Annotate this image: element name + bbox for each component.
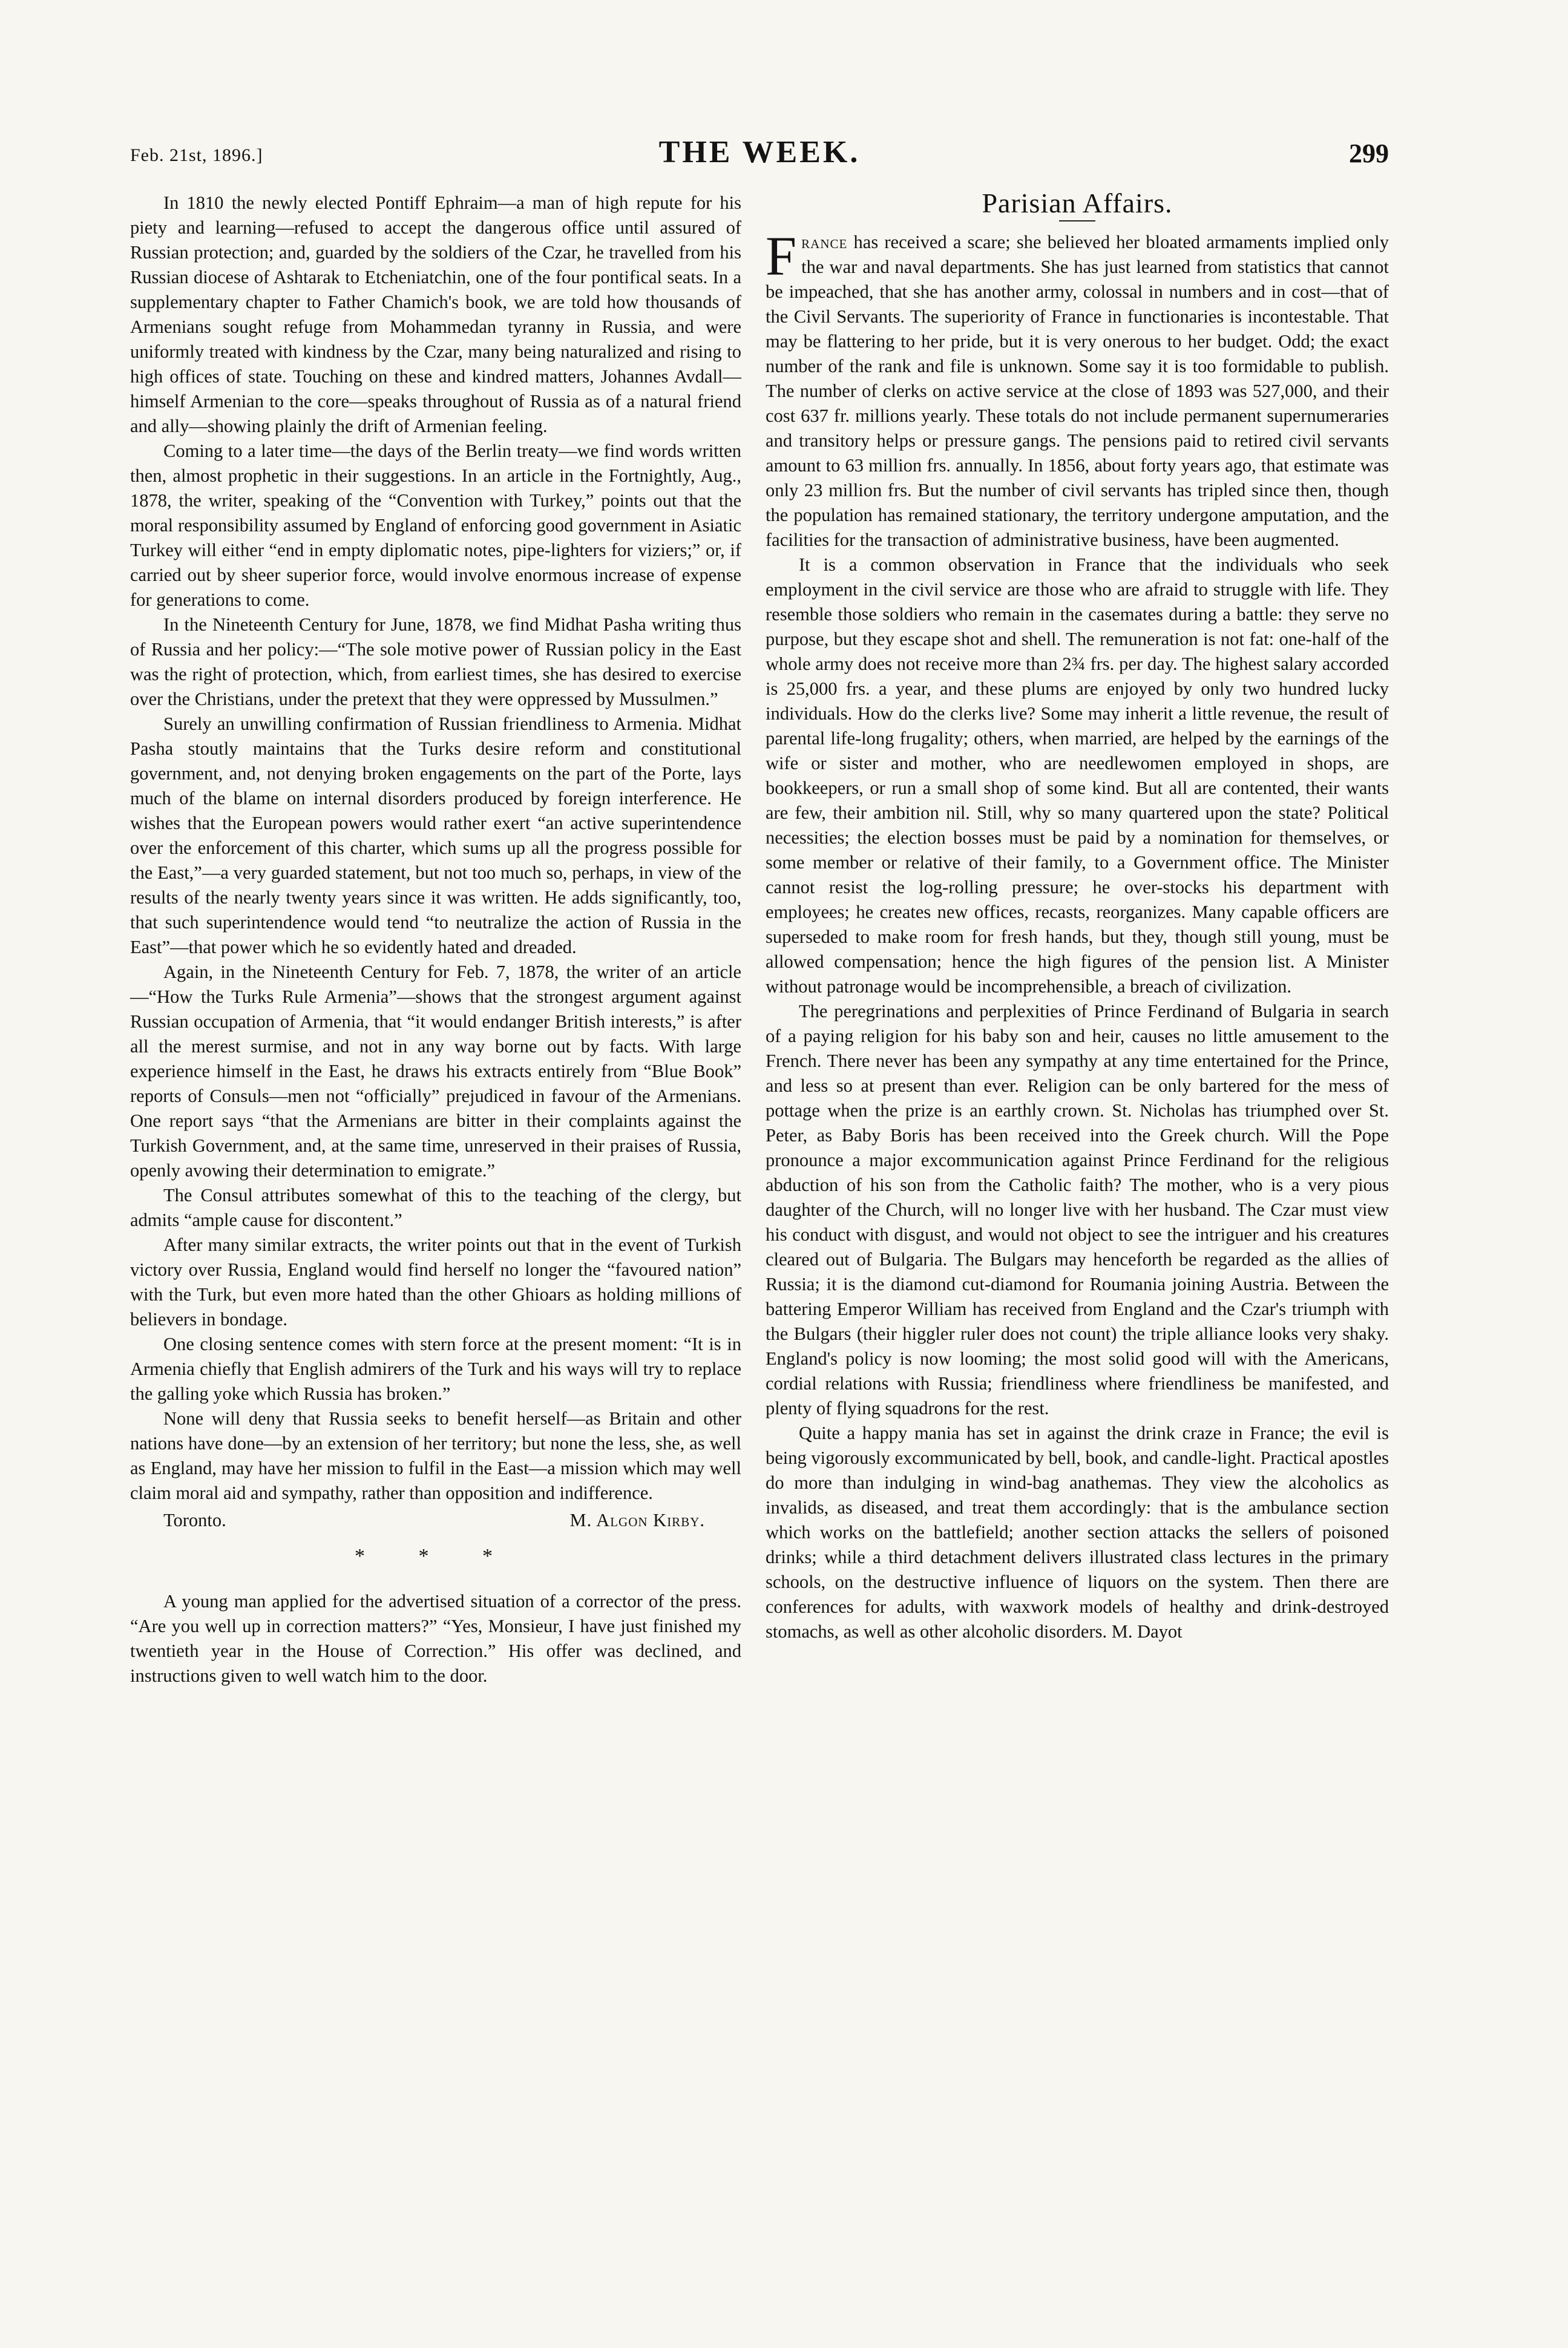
article-title: Parisian Affairs. [982, 188, 1173, 218]
first-paragraph-text: has received a scare; she believed her bloated armaments implied only the war and naval departments. She has just learned from statistics that cannot be impeached, that she has another army, colossal in numbers and in cost—that of the Civil Servants. The superiority of France in functionaries is incontestable. That may be flattering to her pride, but it is very onerous to her budget. Odd; the exact number of the rank and file is unknown. Some say it is too formidable to publish. The number of clerks on active service at the close of 1893 was 527,000, and their cost 637 fr. millions yearly. These totals do not include permanent supernumeraries and transitory helps or pressure gangs. The pensions paid to retired civil servants amount to 63 million frs. annually. In 1856, about forty years ago, that estimate was only 23 million frs. But the number of civil servants has tripled since then, though the population has remained stationary, the territory undergone amputation, and the facilities for the transaction of administrative business, have been augmented. [766, 232, 1389, 550]
paragraph: Coming to a later time—the days of the Berlin treaty—we find words written then, almost prophetic in their suggestions. In an article in the Fortnightly, Aug., 1878, the writer, speaking of the “Convention with Turkey,” points out that the moral responsibility assumed by England of enforcing good government in Asiatic Turkey will either “end in empty diplomatic notes, pipe-lighters for viziers;” or, if carried out by sheer superior force, would involve enormous increase of expense for generations to come. [130, 441, 741, 610]
drop-cap: F [766, 225, 797, 287]
paragraph: Surely an unwilling confirmation of Russian friendliness to Armenia. Midhat Pasha stoutly maintains that the Turks desire reform and constitutional government, and, not denying broken engagements on the part of the Porte, lays much of the blame on internal disorders produced by foreign interference. He wishes that the European powers would rather exert “an active superintendence over the enforcement of this charter, which sums up all the progress possible for the East,”—a very guarded statement, but not too much so, perhaps, in view of the results of the nearly twenty years since it was written. He adds significantly, too, that such superintendence would tend “to neutralize the action of Russia in the East”—that power which he so evidently hated and dreaded. [130, 713, 741, 957]
paragraph: Again, in the Nineteenth Century for Feb. 7, 1878, the writer of an article—“How the Turks Rule Armenia”—shows that the strongest argument against Russian occupation of Armenia, that “it would endanger British interests,” is after all the merest surmise, and not in any way borne out by facts. With large experience himself in the East, he draws his extracts entirely from “Blue Book” reports of Consuls—men not “officially” prejudiced in favour of the Armenians. One report says “that the Armenians are bitter in their complaints against the Turkish Government, and, at the same time, unreserved in their praises of Russia, openly avowing their determination to emigrate.” [130, 962, 741, 1181]
signature-author: M. Algon Kirby. [569, 1510, 705, 1530]
paragraph: Quite a happy mania has set in against the drink craze in France; the evil is being vigorously excommunicated by bell, book, and candle-light. Practical apostles do more than indulging in wind-bag anathemas. They view the alcoholics as invalids, as diseased, and treat them accordingly: that is the ambulance section which works on the battlefield; another section attacks the sellers of poisoned drinks; while a third detachment delivers illustrated class lectures in the primary schools, on the destructive influence of liquors on the system. Then there are conferences for adults, with waxwork models of healthy and drink-destroyed stomachs, as well as other alcoholic disorders. M. Dayot [766, 1423, 1389, 1642]
paragraph: In the Nineteenth Century for June, 1878, we find Midhat Pasha writing thus of Russia and her policy:—“The sole motive power of Russian policy in the East was the right of protection, which, from earliest times, she has desired to exercise over the Christians, under the pretext that they were oppressed by Mussulmen.” [130, 614, 741, 709]
right-column [766, 188, 1389, 1644]
paragraph: The Consul attributes somewhat of this to the teaching of the clergy, but admits “ample cause for discontent.” [130, 1185, 741, 1230]
lead-word: rance [801, 232, 848, 252]
paragraph: None will deny that Russia seeks to benefit herself—as Britain and other nations have done—by an extension of her territory; but none the less, she, as well as England, may have her mission to fulfil in the East—a mission which may well claim moral aid and sympathy, rather than opposition and indifference. [130, 1408, 741, 1503]
paragraph: After many similar extracts, the writer points out that in the event of Turkish victory over Russia, England would find herself no longer the “favoured nation” with the Turk, but even more hated than the other Ghioars as holding millions of believers in bondage. [130, 1235, 741, 1330]
paragraph: The peregrinations and perplexities of Prince Ferdinand of Bulgaria in search of a paying religion for his baby son and heir, causes no little amusement to the French. There never has been any sympathy at any time entertained for the Prince, and less so at present than ever. Religion can be only bartered for the mess of pottage when the prize is an earthly crown. St. Nicholas has triumphed over St. Peter, as Baby Boris has been received into the Greek church. Will the Pope pronounce a major excommunication against Prince Ferdinand for the religious abduction of his son from the Catholic faith? The mother, who is a very pious daughter of the Church, will no longer live with her husband. The Czar must view his conduct with disgust, and would not object to see the intriguer and his creatures cleared out of Bulgaria. The Bulgars may henceforth be regarded as the allies of Russia; it is the diamond cut-diamond for Roumania joining Austria. Between the battering Emperor William has received from England and the Czar's triumph with the Bulgars (their higgler ruler does not count) the triple alliance looks very shaky. England's policy is now looming; the most solid good will with the Americans, cordial relations with Russia; friendliness where friendliness be manifested, and plenty of flying squadrons for the rest. [766, 1001, 1389, 1418]
paragraph: One closing sentence comes with stern force at the present moment: “It is in Armenia chiefly that English admirers of the Turk and his ways will try to replace the galling yoke which Russia has broken.” [130, 1334, 741, 1404]
signature-place: Toronto. [163, 1510, 226, 1530]
title-rule [1059, 220, 1095, 221]
issue-date: Feb. 21st, 1896.] [130, 145, 263, 165]
left-column [130, 191, 741, 1688]
page-number: 299 [1349, 139, 1389, 168]
first-paragraph [766, 225, 1389, 553]
masthead-title: THE WEEK. [658, 135, 861, 169]
anecdote-paragraph: A young man applied for the advertised situation of a corrector of the press. “Are you well up in correction matters?” “Yes, Monsieur, I have just finished my twentieth year in the House of Correction.” His offer was declined, and instructions given to well watch him to the door. [130, 1591, 741, 1686]
paragraph: In 1810 the newly elected Pontiff Ephraim—a man of high repute for his piety and learning—refused to accept the dangerous office until assured of Russian protection; and, guarded by the soldiers of the Czar, he travelled from his Russian diocese of Ashtarak to Etcheniatchin, one of the four pontifical seats. In a supplementary chapter to Father Chamich's book, we are told how thousands of Armenians sought refuge from Mohammedan tyranny in Russia, and were uniformly treated with kindness by the Czar, many being naturalized and rising to high offices of state. Touching on these and kindred matters, Johannes Avdall—himself Armenian to the core—speaks throughout of Russia as of a natural friend and ally—showing plainly the drift of Armenian feeling. [130, 192, 741, 436]
signature [130, 1508, 741, 1533]
section-separator: * * * [355, 1545, 517, 1567]
page-header [130, 134, 1389, 177]
paragraph: It is a common observation in France that the individuals who seek employment in the civil service are those who are afraid to struggle with life. They resemble those soldiers who remain in the casemates during a battle: they serve no purpose, but they escape shot and shell. The remuneration is not fat: one-half of the whole army does not receive more than 2¾ frs. per day. The highest salary accorded is 25,000 frs. a year, and these plums are enjoyed by only two hundred lucky individuals. How do the clerks live? Some may inherit a little revenue, the result of parental life-long frugality; others, when married, are helped by the earnings of the wife or sister and mother, who are needlewomen employed in shops, are bookkeepers, or run a small shop of some kind. But all are contented, their wants are few, their ambition nil. Still, why so many quartered upon the state? Political necessities; the election bosses must be paid by a nomination for themselves, or some member or relative of their family, to a Government office. The Minister cannot resist the log-rolling pressure; he over-stocks his department with employees; he creates new offices, recasts, reorganizes. Many capable officers are superseded to make room for fresh hands, but they, though still young, must be allowed compensation; hence the high figures of the pension list. A Minister without patronage would be incomprehensible, a breach of civilization. [766, 554, 1389, 997]
